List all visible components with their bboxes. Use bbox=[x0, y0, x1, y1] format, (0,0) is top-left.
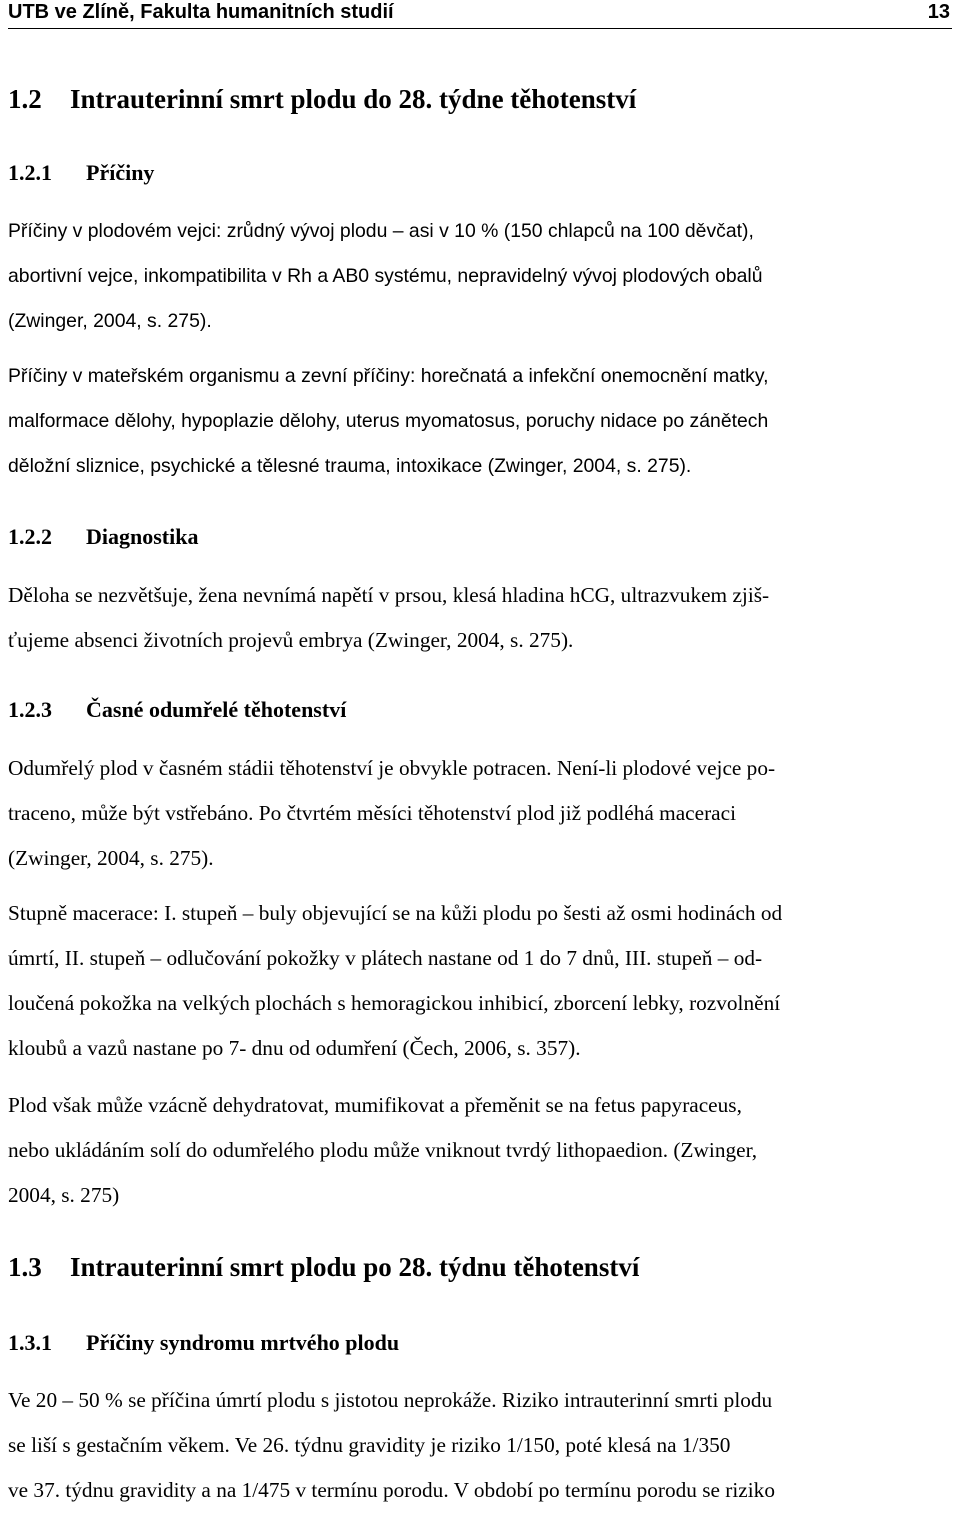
paragraph-maternal-causes bbox=[8, 354, 954, 489]
subsection-number: 1.2.2 bbox=[8, 524, 52, 549]
paragraph-mummification bbox=[8, 1083, 954, 1218]
subsection-heading-1-3-1 bbox=[8, 1328, 954, 1358]
section-heading-1-3 bbox=[8, 1250, 954, 1284]
subsection-number: 1.2.3 bbox=[8, 697, 52, 722]
subsection-title: Příčiny bbox=[86, 160, 155, 185]
text-line: malformace dělohy, hypoplazie dělohy, uterus myomatosus, poruchy nidace po zánětech bbox=[8, 410, 769, 432]
text-line: Příčiny v mateřském organismu a zevní příčiny: horečnatá a infekční onemocnění matky, bbox=[8, 365, 769, 387]
text-line: Odumřelý plod v časném stádii těhotenství je obvykle potracen. Není-li plodové vejce po- bbox=[8, 756, 776, 780]
section-number: 1.2 bbox=[8, 84, 42, 114]
running-header bbox=[8, 0, 952, 29]
text-line: 2004, s. 275) bbox=[8, 1183, 120, 1207]
subsection-heading-1-2-3 bbox=[8, 695, 954, 725]
subsection-title: Časné odumřelé těhotenství bbox=[86, 697, 347, 722]
text-line: Stupně macerace: I. stupeň – buly objevující se na kůži plodu po šesti až osmi hodinách od bbox=[8, 901, 783, 925]
subsection-number: 1.3.1 bbox=[8, 1330, 52, 1355]
text-line: Děloha se nezvětšuje, žena nevnímá napětí v prsou, klesá hladina hCG, ultrazvukem zjiš- bbox=[8, 583, 770, 607]
subsection-heading-1-2-1 bbox=[8, 158, 954, 188]
text-line: ťujeme absenci životních projevů embrya (Zwinger, 2004, s. 275). bbox=[8, 628, 574, 652]
header-title: UTB ve Zlíně, Fakulta humanitních studií bbox=[8, 1, 394, 23]
text-line: (Zwinger, 2004, s. 275). bbox=[8, 310, 212, 332]
subsection-number: 1.2.1 bbox=[8, 160, 52, 185]
section-title: Intrauterinní smrt plodu do 28. týdne těhotenství bbox=[70, 84, 637, 114]
text-line: Příčiny v plodovém vejci: zrůdný vývoj plodu – asi v 10 % (150 chlapců na 100 děvčat), bbox=[8, 220, 754, 242]
text-line: abortivní vejce, inkompatibilita v Rh a AB0 systému, nepravidelný vývoj plodových obalů bbox=[8, 265, 763, 287]
subsection-title: Diagnostika bbox=[86, 524, 199, 549]
text-line: ve 37. týdnu gravidity a na 1/475 v termínu porodu. V období po termínu porodu se riziko bbox=[8, 1478, 775, 1502]
text-line: se liší s gestačním věkem. Ve 26. týdnu gravidity je riziko 1/150, poté klesá na 1/350 bbox=[8, 1433, 731, 1457]
section-number: 1.3 bbox=[8, 1252, 42, 1282]
page-number: 13 bbox=[927, 1, 950, 23]
text-line: loučená pokožka na velkých plochách s hemoragickou inhibicí, zborcení lebky, rozvolnění bbox=[8, 991, 781, 1015]
text-line: Ve 20 – 50 % se příčina úmrtí plodu s jistotou neprokáže. Riziko intrauterinní smrti plodu bbox=[8, 1388, 773, 1412]
text-line: kloubů a vazů nastane po 7- dnu od odumření (Čech, 2006, s. 357). bbox=[8, 1036, 581, 1060]
section-heading-1-2 bbox=[8, 82, 954, 116]
text-line: traceno, může být vstřebáno. Po čtvrtém měsíci těhotenství plod již podléhá maceraci bbox=[8, 801, 736, 825]
paragraph-stillbirth-causes bbox=[8, 1378, 954, 1513]
paragraph-maceration-stages bbox=[8, 891, 954, 1071]
text-line: úmrtí, II. stupeň – odlučování pokožky v plátech nastane od 1 do 7 dnů, III. stupeň – od- bbox=[8, 946, 763, 970]
paragraph-early-death bbox=[8, 746, 954, 881]
section-title: Intrauterinní smrt plodu po 28. týdnu těhotenství bbox=[70, 1252, 640, 1282]
paragraph-diagnostics bbox=[8, 573, 954, 663]
subsection-title: Příčiny syndromu mrtvého plodu bbox=[86, 1330, 400, 1355]
text-line: děložní sliznice, psychické a tělesné trauma, intoxikace (Zwinger, 2004, s. 275). bbox=[8, 455, 692, 477]
text-line: (Zwinger, 2004, s. 275). bbox=[8, 846, 214, 870]
subsection-heading-1-2-2 bbox=[8, 522, 954, 552]
text-line: nebo ukládáním solí do odumřelého plodu může vniknout tvrdý lithopaedion. (Zwinger, bbox=[8, 1138, 758, 1162]
paragraph-fetal-causes bbox=[8, 209, 954, 344]
text-line: Plod však může vzácně dehydratovat, mumifikovat a přeměnit se na fetus papyraceus, bbox=[8, 1093, 742, 1117]
